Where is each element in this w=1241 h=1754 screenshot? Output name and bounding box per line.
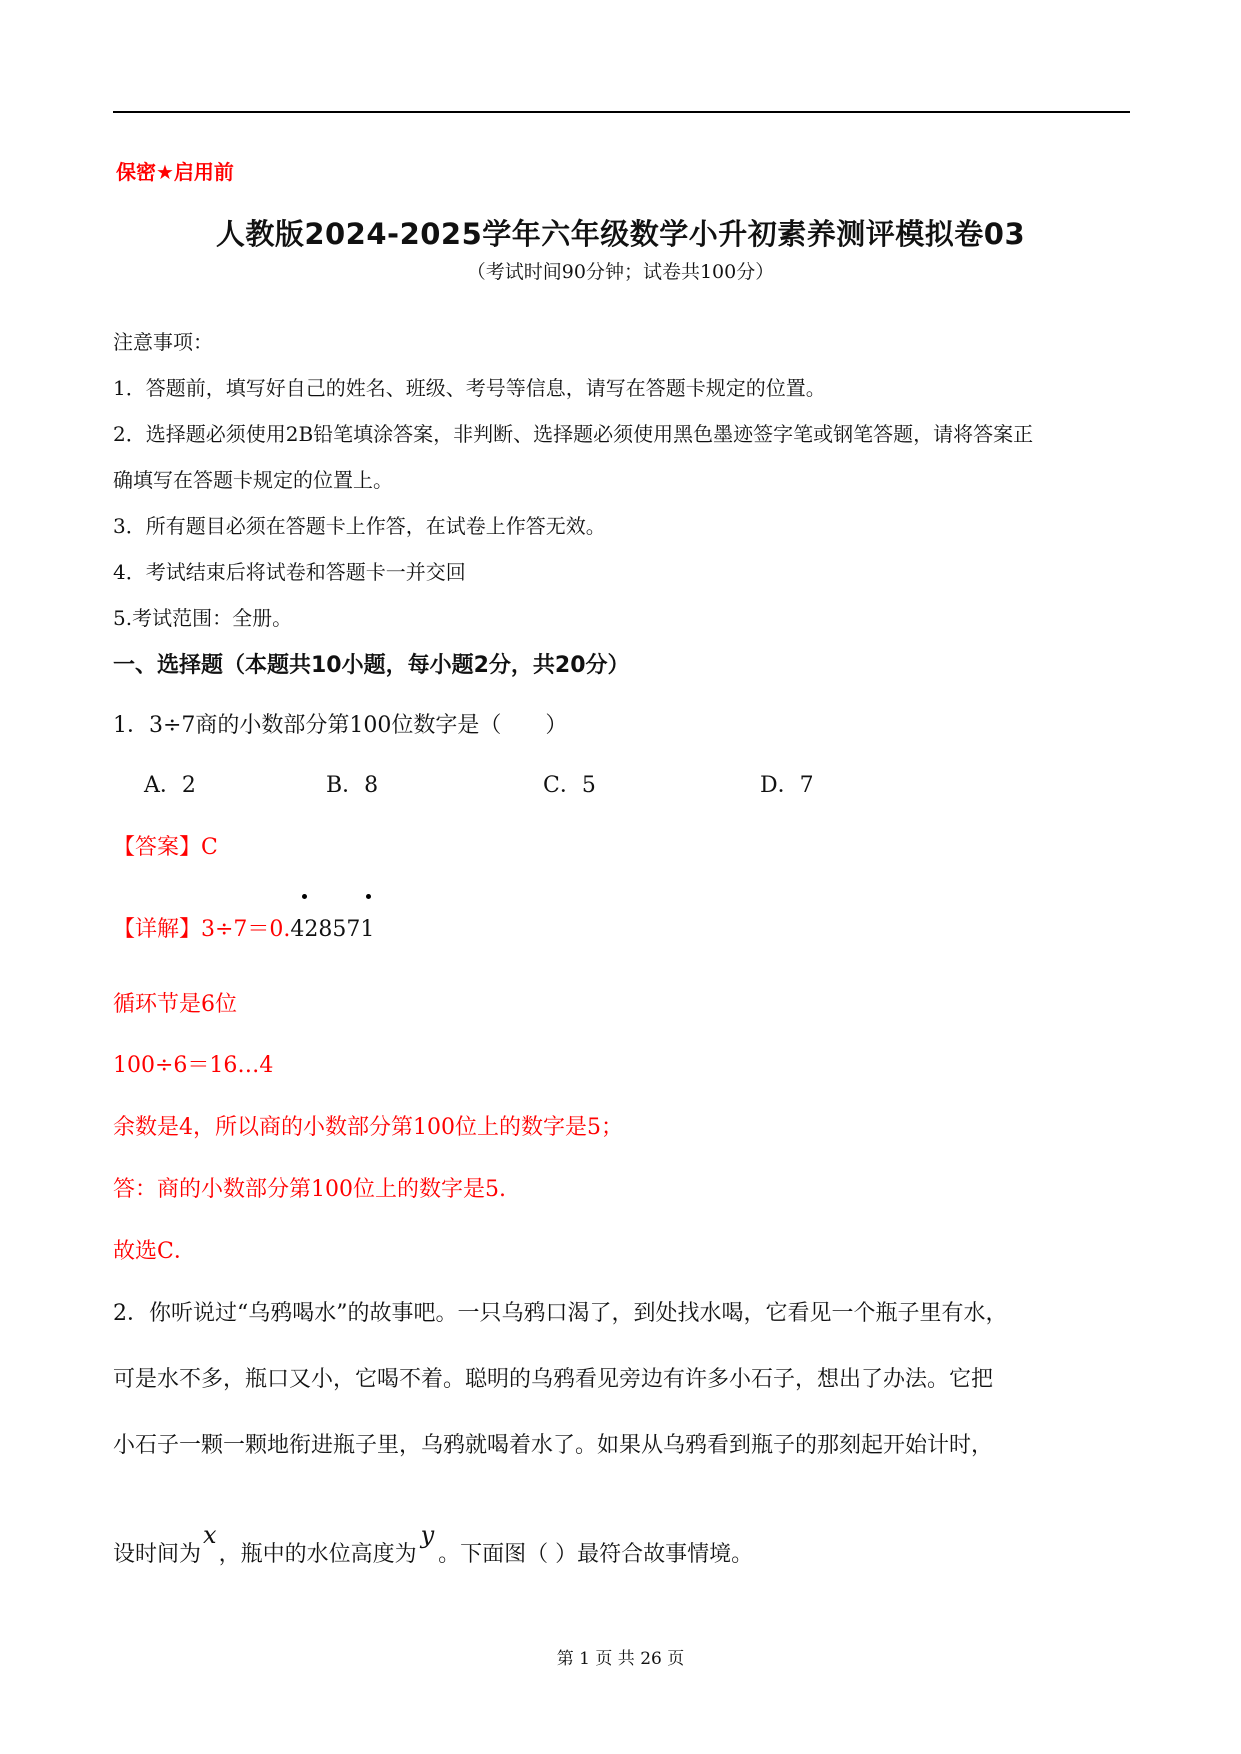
option-d: D．7 — [760, 773, 814, 798]
option-b: B．8 — [326, 773, 379, 798]
detail-digit-end: 1 — [360, 917, 375, 942]
question-2-line-1: 2．你听说过“乌鸦喝水”的故事吧。一只乌鸦口渴了，到处找水喝，它看见一个瓶子里有水， — [113, 1301, 1008, 1326]
question-2-line-3: 小石子一颗一颗地衔进瓶子里，乌鸦就喝着水了。如果从乌鸦看到瓶子的那刻起开始计时， — [113, 1433, 994, 1458]
detail-digit-start: 4 — [290, 917, 305, 942]
note-item-3: 3．所有题目必须在答题卡上作答，在试卷上作答无效。 — [113, 514, 606, 538]
exam-title: 人教版2024-2025学年六年级数学小升初素养测评模拟卷03 — [215, 217, 1026, 251]
detail-digits-mid: 2857 — [304, 917, 361, 942]
repeating-dot-start — [302, 894, 307, 899]
solution-line-3: 余数是4，所以商的小数部分第100位上的数字是5； — [113, 1115, 623, 1140]
solution-line-2: 100÷6＝16…4 — [113, 1053, 274, 1078]
confidential-label: 保密★启用前 — [116, 160, 234, 184]
exam-subtitle: （考试时间90分钟；试卷共100分） — [466, 261, 775, 283]
repeating-dot-end — [366, 894, 371, 899]
note-item-4: 4．考试结束后将试卷和答题卡一并交回 — [113, 560, 466, 584]
question-2-line-4 — [113, 1521, 754, 1568]
q2-text-part-1: 设时间为 — [113, 1542, 202, 1567]
header-rule — [113, 111, 1130, 113]
option-c: C．5 — [543, 773, 596, 798]
question-1-stem: 1．3÷7商的小数部分第100位数字是（ ） — [113, 713, 568, 738]
detail-prefix: 【详解】3÷7＝0. — [113, 917, 291, 942]
section-heading: 一、选择题（本题共10小题，每小题2分，共20分） — [113, 653, 630, 678]
solution-line-5: 故选C． — [113, 1239, 196, 1264]
page-footer: 第 1 页 共 26 页 — [556, 1649, 685, 1669]
variable-y: y — [420, 1521, 435, 1549]
detail-line — [113, 912, 374, 943]
note-item-1: 1．答题前，填写好自己的姓名、班级、考号等信息，请写在答题卡规定的位置。 — [113, 376, 826, 400]
solution-line-4: 答：商的小数部分第100位上的数字是5. — [113, 1177, 506, 1202]
note-item-2-cont: 确填写在答题卡规定的位置上。 — [113, 468, 393, 492]
note-item-5: 5.考试范围：全册。 — [113, 606, 293, 630]
solution-line-1: 循环节是6位 — [113, 992, 237, 1017]
question-2-line-2: 可是水不多，瓶口又小，它喝不着。聪明的乌鸦看见旁边有许多小石子，想出了办法。它把 — [113, 1367, 994, 1392]
q2-text-part-2: ，瓶中的水位高度为 — [218, 1542, 417, 1567]
variable-x: x — [203, 1521, 217, 1549]
q2-text-part-3: 。下面图（ ）最符合故事情境。 — [438, 1542, 754, 1567]
answer-label: 【答案】C — [113, 835, 218, 860]
note-item-2: 2．选择题必须使用2B铅笔填涂答案，非判断、选择题必须使用黑色墨迹签字笔或钢笔答题，请将答案正 — [113, 422, 1034, 446]
option-a: A．2 — [144, 773, 196, 798]
notes-heading: 注意事项： — [113, 330, 213, 354]
